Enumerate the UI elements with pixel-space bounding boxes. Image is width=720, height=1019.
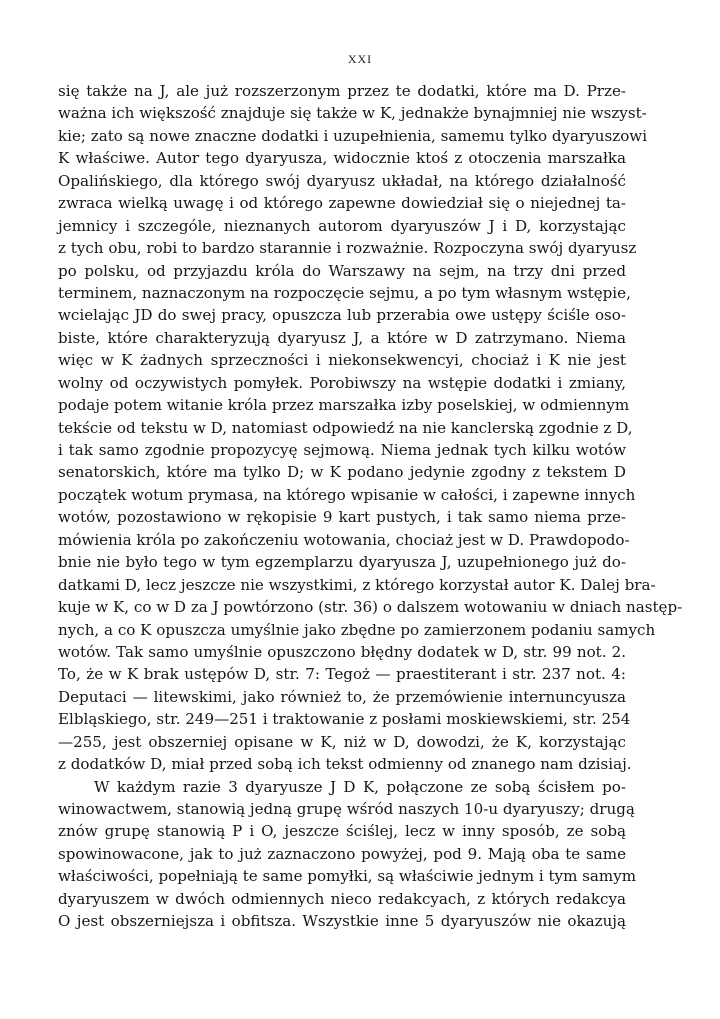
text-line: tekście od tekstu w D, natomiast odpowiedź na nie kanclerską zgodnie z D, <box>58 418 633 437</box>
text-line: się także na J, ale już rozszerzonym przez te dodatki, które ma D. Prze- <box>58 82 626 100</box>
page-number: XXI <box>347 52 373 66</box>
text-line: winowactwem, stanowią jedną grupę wśród naszych 10-u dyaryuszy; drugą <box>58 800 635 818</box>
text-line: To, że w K brak ustępów D, str. 7: Tegoż — praestiterant i str. 237 not. 4: <box>58 665 626 684</box>
text-line: podaje potem witanie króla przez marszałka izby poselskiej, w odmiennym <box>58 396 630 415</box>
text-line: znów grupę stanowią P i O, jeszcze ściślej, lecz w inny sposób, ze sobą <box>58 822 626 841</box>
text-line: po polsku, od przyjazdu króla do Warszawy na sejm, na trzy dni przed <box>58 261 626 280</box>
text-line: Elbląskiego, str. 249—251 i traktowanie z posłami moskiewskiemi, str. 254 <box>58 710 631 729</box>
text-line: kie; zato są nowe znaczne dodatki i uzupełnienia, samemu tylko dyaryuszowi <box>58 126 648 145</box>
text-line: senatorskich, które ma tylko D; w K podano jedynie zgodny z tekstem D <box>58 463 626 482</box>
text-line: i tak samo zgodnie propozycyę sejmową. Niema jednak tych kilku wotów <box>58 441 626 459</box>
text-line: Opalińskiego, dla którego swój dyaryusz układał, na którego działalność <box>58 171 626 190</box>
text-line: z tych obu, robi to bardzo starannie i rozważnie. Rozpoczyna swój dyaryusz <box>58 239 637 258</box>
text-line: spowinowacone, jak to już zaznaczono powyżej, pod 9. Mają oba te same <box>58 844 626 863</box>
text-line: dyaryuszem w dwóch odmiennych nieco redakcyach, z których redakcya <box>58 889 626 908</box>
text-line: biste, które charakteryzują dyaryusz J, a które w D zatrzymano. Niema <box>58 328 626 347</box>
text-line: O jest obszerniejsza i obfitsza. Wszystkie inne 5 dyaryuszów nie okazują <box>58 912 626 931</box>
text-line: bnie nie było tego w tym egzemplarzu dyaryusza J, uzupełnionego już do- <box>58 553 626 572</box>
text-line: początek wotum prymasa, na którego wpisanie w całości, i zapewne innych <box>58 485 636 504</box>
text-line: mówienia króla po zakończeniu wotowania, chociaż jest w D. Prawdopodo- <box>58 530 630 549</box>
text-line: zwraca wielką uwagę i od którego zapewne dowiedział się o niejednej ta- <box>58 194 626 213</box>
text-line: Deputaci — litewskimi, jako również to, że przemówienie internuncyusza <box>58 687 626 706</box>
text-line: wotów. Tak samo umyślnie opuszczono błędny dodatek w D, str. 99 not. 2. <box>58 642 626 661</box>
text-line: nych, a co K opuszcza umyślnie jako zbędne po zamierzonem podaniu samych <box>58 620 656 639</box>
text-line: kuje w K, co w D za J powtórzono (str. 36) o dalszem wotowaniu w dniach następ- <box>58 598 683 617</box>
text-line: ważna ich większość znajduje się także w K, jednakże bynajmniej nie wszyst- <box>58 104 647 123</box>
text-line: —255, jest obszerniej opisane w K, niż w D, dowodzi, że K, korzystając <box>58 732 626 751</box>
paragraph-start-line: W każdym razie 3 dyaryusze J D K, połączone ze sobą ścisłem po- <box>94 777 626 796</box>
text-line: datkami D, lecz jeszcze nie wszystkimi, z którego korzystał autor K. Dalej bra- <box>58 575 656 594</box>
paragraph-end-line: z dodatków D, miał przed sobą ich tekst odmienny od znanego nam dzisiaj. <box>58 755 632 774</box>
text-line: wolny od oczywistych pomyłek. Porobiwszy na wstępie dodatki i zmiany, <box>58 373 626 392</box>
text-line: wcielając JD do swej pracy, opuszcza lub przerabia owe ustępy ściśle oso- <box>58 306 626 325</box>
text-line: więc w K żadnych sprzeczności i niekonsekwencyi, chociaż i K nie jest <box>58 351 626 370</box>
text-line: właściwości, popełniają te same pomyłki, są właściwie jednym i tym samym <box>58 867 637 886</box>
text-line: K właściwe. Autor tego dyaryusza, widocznie ktoś z otoczenia marszałka <box>58 149 626 168</box>
body-text <box>58 80 683 933</box>
text-line: wotów, pozostawiono w rękopisie 9 kart pustych, i tak samo niema prze- <box>58 508 626 527</box>
text-line: jemnicy i szczególe, nieznanych autorom dyaryuszów J i D, korzystając <box>58 216 626 235</box>
text-line: terminem, naznaczonym na rozpoczęcie sejmu, a po tym własnym wstępie, <box>58 283 631 302</box>
